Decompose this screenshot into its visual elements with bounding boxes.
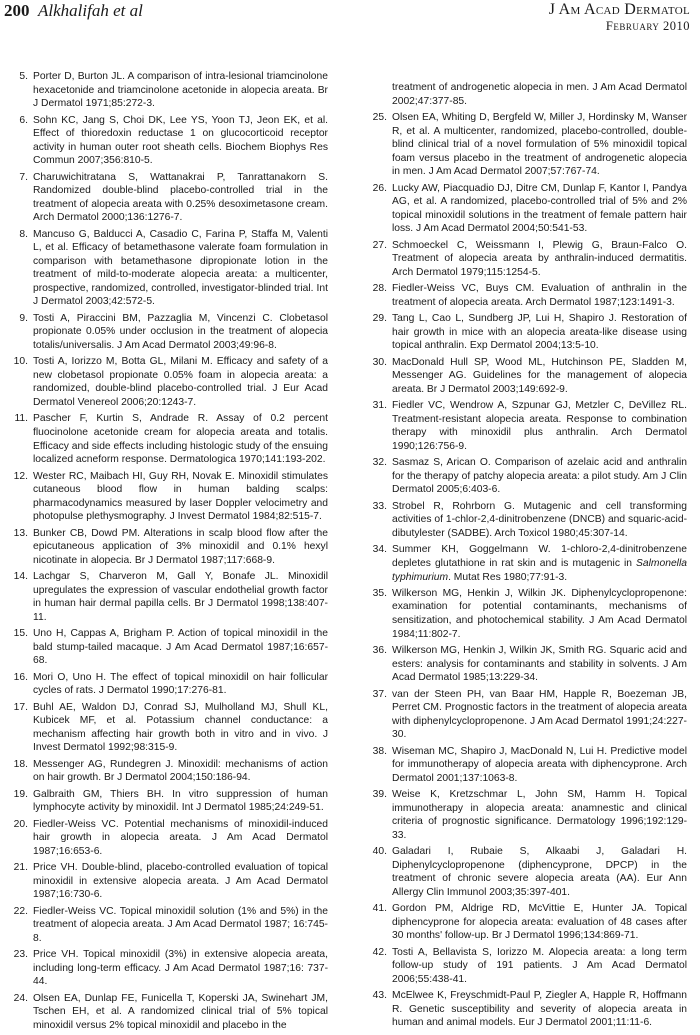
reference-number: 26. (372, 182, 387, 194)
reference-text: Galbraith GM, Thiers BH. In vitro suppression of human lymphocyte activity by minoxidil. Int J Dermatol 1985;24:249-51. (33, 788, 328, 814)
reference-text: Uno H, Cappas A, Brigham P. Action of topical minoxidil in the bald stump-tailed macaque. J Am Acad Dermatol 1987;16:657-68. (33, 628, 328, 667)
reference-text: Mancuso G, Balducci A, Casadio C, Farina P, Staffa M, Valenti L, et al. Efficacy of betamethasone valerate foam formulation in comparison with betamethasone dipropionate lotion in the treatment of mild-to-moderate alopecia areata: a multicenter, prospective, randomized, controlled, investigator-blinded trial. Int J Dermatol 2003;42:572-5. (33, 228, 328, 308)
reference-number: 19. (13, 788, 28, 800)
reference-continuation: treatment of androgenetic alopecia in men. J Am Acad Dermatol 2002;47:377-85. (392, 82, 687, 107)
reference-item (10, 671, 328, 698)
reference-text: Mori O, Uno H. The effect of topical minoxidil on hair follicular cycles of rats. J Dermatol 1990;17:276-81. (33, 671, 328, 697)
reference-item (10, 818, 328, 859)
reference-number: 6. (19, 114, 28, 126)
reference-item (10, 861, 328, 902)
reference-number: 7. (19, 171, 28, 183)
reference-item (10, 470, 328, 524)
reference-item (369, 356, 687, 397)
reference-item (10, 905, 328, 946)
reference-item (10, 992, 328, 1033)
reference-text: Galadari I, Rubaie S, Alkaabi J, Galadari H. Diphenylcyclopropenone (diphencyprone, DPCP) in the treatment of chronic severe alopecia areata (AA). Eur Ann Allergy Clin Immunol 2003;35:397-401. (392, 846, 687, 898)
reference-number: 29. (372, 313, 387, 325)
species-name: Salmonella typhimurium (392, 557, 687, 583)
reference-item (369, 989, 687, 1030)
journal-name: J Am Acad Dermatol (548, 1, 690, 18)
reference-item (369, 745, 687, 786)
reference-number: 30. (372, 356, 387, 368)
reference-number: 39. (372, 789, 387, 801)
reference-number: 32. (372, 457, 387, 469)
references-left-column (10, 70, 328, 1035)
reference-item (10, 527, 328, 568)
reference-item (369, 182, 687, 236)
references-right-column (369, 81, 687, 1033)
reference-number: 43. (372, 990, 387, 1002)
reference-text: Charuwichitratana S, Wattanakrai P, Tanrattanakorn S. Randomized double-blind placebo-controlled trial in the treatment of alopecia areata with 0.25% desoximetasone cream. Arch Dermatol 2000;136:1276-7. (33, 171, 328, 224)
reference-number: 42. (372, 946, 387, 958)
reference-number: 16. (13, 671, 28, 683)
reference-item (369, 282, 687, 309)
reference-text: Pascher F, Kurtin S, Andrade R. Assay of 0.2 percent fluocinolone acetonide cream for alopecia areata and totalis. Efficacy and side effects including histologic study of the ensuing localized acneform response. Dermatologica 1970;141:193-202. (33, 413, 328, 466)
reference-text: Tang L, Cao L, Sundberg JP, Lui H, Shapiro J. Restoration of hair growth in mice with an alopecia areata-like disease using topical anthralin. Exp Dermatol 2004;13:5-10. (392, 313, 687, 352)
reference-number: 33. (372, 500, 387, 512)
reference-text: Tosti A, Iorizzo M, Botta GL, Milani M. Efficacy and safety of a new clobetasol propionate 0.05% foam in alopecia areata: a randomized, double-blind placebo-controlled trial. J Eur Acad Dermatol Venereol 2006;20:1243-7. (33, 356, 328, 409)
reference-number: 31. (372, 400, 387, 412)
reference-item (369, 111, 687, 179)
reference-text: Bunker CB, Dowd PM. Alterations in scalp blood flow after the epicutaneous application of 3% minoxidil and 0.1% hexyl nicotinate in alopecia. Br J Dermatol 1987;117:668-9. (33, 527, 328, 566)
reference-text: Porter D, Burton JL. A comparison of intra-lesional triamcinolone hexacetonide and triamcinolone acetonide in alopecia areata. Br J Dermatol 1971;85:272-3. (33, 71, 328, 110)
reference-text: McElwee K, Freyschmidt-Paul P, Ziegler A, Happle R, Hoffmann R. Genetic susceptibility and severity of alopecia areata in human and animal models. Eur J Dermatol 2001;11:11-6. (392, 990, 687, 1029)
reference-item (369, 902, 687, 943)
issue-date: February 2010 (605, 19, 690, 33)
reference-text: Price VH. Double-blind, placebo-controlled evaluation of topical minoxidil in extensive alopecia areata. J Am Acad Dermatol 1987;16:730-6. (33, 862, 328, 901)
reference-text: Weise K, Kretzschmar L, John SM, Hamm H. Topical immunotherapy in alopecia areata: anamnestic and clinical criteria of prognostic significance. Dermatology 1996;192:129-33. (392, 789, 687, 841)
reference-item (369, 500, 687, 541)
reference-item (369, 239, 687, 280)
reference-item (369, 399, 687, 453)
reference-text: Tosti A, Bellavista S, Iorizzo M. Alopecia areata: a long term follow-up study of 191 patients. J Am Acad Dermatol 2006;55:438-41. (392, 946, 687, 985)
reference-text: Sasmaz S, Arican O. Comparison of azelaic acid and anthralin for the therapy of patchy alopecia areata: a pilot study. Am J Clin Dermatol 2005;6:403-6. (392, 457, 687, 496)
reference-item (369, 587, 687, 641)
reference-list-right (369, 111, 687, 1030)
reference-text: Lachgar S, Charveron M, Gall Y, Bonafe JL. Minoxidil upregulates the expression of vascular endothelial growth factor in human hair dermal papilla cells. Br J Dermatol 1998;138:407-11. (33, 571, 328, 623)
reference-item (10, 70, 328, 111)
reference-number: 15. (13, 628, 28, 640)
reference-text: Strobel R, Rohrborn G. Mutagenic and cell transforming activities of 1-chlor-2,4-dinitrobenzene (DNCB) and squaric-acid-dibutylester (SADBE). Arch Toxicol 1980;45:307-14. (392, 500, 687, 539)
reference-text: Fiedler VC, Wendrow A, Szpunar GJ, Metzler C, DeVillez RL. Treatment-resistant alopecia areata. Response to combination therapy with minoxidil plus anthralin. Arch Dermatol 1990;126:756-9. (392, 400, 687, 452)
reference-text: Price VH. Topical minoxidil (3%) in extensive alopecia areata, including long-term efficacy. J Am Acad Dermatol 1987;16: 737-44. (33, 949, 328, 988)
reference-number: 10. (13, 356, 28, 368)
reference-text: Lucky AW, Piacquadio DJ, Ditre CM, Dunlap F, Kantor I, Pandya AG, et al. A randomized, placebo-controlled trial of 5% and 2% topical minoxidil solutions in the treatment of female pattern hair loss. J Am Acad Dermatol 2004;50:541-53. (392, 182, 687, 235)
reference-item (10, 701, 328, 755)
reference-number: 18. (13, 758, 28, 770)
reference-text: Gordon PM, Aldrige RD, McVittie E, Hunter JA. Topical diphencyprone for alopecia areata: evaluation of 48 cases after 30 months' follow-up. Br J Dermatol 1996;134:869-71. (392, 903, 687, 942)
reference-number: 8. (19, 228, 28, 240)
reference-text: Wilkerson MG, Henkin J, Wilkin JK, Smith RG. Squaric acid and esters: analysis for contaminants and stability in solvents. J Am Acad Dermatol 1985;13:229-34. (392, 645, 687, 684)
reference-number: 13. (13, 527, 28, 539)
reference-number: 38. (372, 745, 387, 757)
reference-text: Tosti A, Piraccini BM, Pazzaglia M, Vincenzi C. Clobetasol propionate 0.05% under occlusion in the treatment of alopecia totalis/universalis. J Am Acad Dermatol 2003;49:96-8. (33, 312, 328, 351)
reference-text: Fiedler-Weiss VC, Buys CM. Evaluation of anthralin in the treatment of alopecia areata. Arch Dermatol 1987;123:1491-3. (392, 283, 687, 308)
reference-text: Wester RC, Maibach HI, Guy RH, Novak E. Minoxidil stimulates cutaneous blood flow in human balding scalps: pharmacodynamics measured by laser Doppler velocimetry and photopulse plethysmography. J Invest Dermatol 1984;82:515-7. (33, 470, 328, 523)
reference-item (369, 845, 687, 899)
reference-item (369, 456, 687, 497)
reference-text: Wilkerson MG, Henkin J, Wilkin JK. Diphenylcyclopropenone: examination for potential contaminants, mechanisms of sensitization, and photochemical stability. J Am Acad Dermatol 1984;11:802-7. (392, 587, 687, 640)
reference-item (369, 946, 687, 987)
running-authors: Alkhalifah et al (38, 1, 143, 20)
reference-number: 41. (372, 903, 387, 915)
reference-item (369, 688, 687, 742)
reference-text: Sohn KC, Jang S, Choi DK, Lee YS, Yoon TJ, Jeon EK, et al. Effect of thioredoxin reductase 1 on glucocorticoid receptor activity in human outer root sheath cells. Biochem Biophys Res Commun 2007;356:810-5. (33, 114, 328, 167)
reference-number: 21. (13, 862, 28, 874)
reference-text: Buhl AE, Waldon DJ, Conrad SJ, Mulholland MJ, Shull KL, Kubicek MF, et al. Potassium channel conductance: a mechanism affecting hair growth both in vitro and in vivo. J Invest Dermatol 1992;98:315-9. (33, 701, 328, 754)
reference-number: 40. (372, 846, 387, 858)
reference-item (10, 312, 328, 353)
reference-number: 24. (13, 992, 28, 1004)
reference-text: Fiedler-Weiss VC. Potential mechanisms of minoxidil-induced hair growth in alopecia areata. J Am Acad Dermatol 1987;16:653-6. (33, 818, 328, 857)
reference-number: 34. (372, 544, 387, 556)
reference-text: Olsen EA, Dunlap FE, Funicella T, Koperski JA, Swinehart JM, Tschen EH, et al. A randomized clinical trial of 5% topical minoxidil versus 2% topical minoxidil and placebo in the (33, 992, 328, 1032)
reference-number: 23. (13, 949, 28, 961)
reference-item (10, 758, 328, 785)
reference-number: 20. (13, 818, 28, 830)
reference-item (10, 627, 328, 668)
reference-item (10, 355, 328, 409)
reference-number: 28. (372, 283, 387, 295)
reference-text: Messenger AG, Rundegren J. Minoxidil: mechanisms of action on hair growth. Br J Dermatol 2004;150:186-94. (33, 758, 328, 784)
reference-text: Wiseman MC, Shapiro J, MacDonald N, Lui H. Predictive model for immunotherapy of alopecia areata with diphencyprone. Arch Dermatol 2001;137:1063-8. (392, 745, 687, 784)
page-number: 200 (4, 1, 30, 20)
reference-text: van der Steen PH, van Baar HM, Happle R, Boezeman JB, Perret CM. Prognostic factors in the treatment of alopecia areata with diphenylcyclopropenone. J Am Acad Dermatol 1991;24:227-30. (392, 688, 687, 741)
reference-text: Summer KH, Goggelmann W. 1-chloro-2,4-dinitrobenzene depletes glutathione in rat skin and is mutagenic in Salmonella typhimurium. Mutat Res 1980;77:91-3. (392, 544, 687, 583)
reference-item (10, 948, 328, 989)
reference-list-left (10, 70, 328, 1033)
reference-item (10, 171, 328, 225)
reference-item (10, 412, 328, 466)
reference-item (10, 228, 328, 309)
reference-number: 37. (372, 688, 387, 700)
page-header (0, 0, 700, 40)
reference-number: 35. (372, 587, 387, 599)
reference-text: Fiedler-Weiss VC. Topical minoxidil solution (1% and 5%) in the treatment of alopecia areata. J Am Acad Dermatol 1987; 16:745-8. (33, 905, 328, 944)
reference-number: 14. (13, 571, 28, 583)
reference-text: MacDonald Hull SP, Wood ML, Hutchinson PE, Sladden M, Messenger AG. Guidelines for the management of alopecia areata. Br J Dermatol 2003;149:692-9. (392, 356, 687, 395)
reference-item (369, 543, 687, 584)
reference-item (10, 788, 328, 815)
reference-text: Schmoeckel C, Weissmann I, Plewig G, Braun-Falco O. Treatment of alopecia areata by anthralin-induced dermatitis. Arch Dermatol 1979;115:1254-5. (392, 239, 687, 278)
reference-item (10, 114, 328, 168)
reference-item (369, 788, 687, 842)
reference-number: 5. (19, 71, 28, 82)
reference-item (369, 644, 687, 685)
reference-number: 12. (13, 470, 28, 482)
reference-number: 27. (372, 239, 387, 251)
reference-number: 17. (13, 701, 28, 713)
reference-number: 22. (13, 905, 28, 917)
reference-text: Olsen EA, Whiting D, Bergfeld W, Miller J, Hordinsky M, Wanser R, et al. A multicenter, randomized, placebo-controlled, double-blind clinical trial of a novel formulation of 5% minoxidil topical foam versus placebo in the treatment of androgenetic alopecia in men. J Am Acad Dermatol 2007;57:767-74. (392, 111, 687, 178)
reference-number: 11. (14, 413, 28, 425)
reference-number: 36. (372, 645, 387, 657)
reference-number: 25. (372, 111, 387, 123)
reference-item (10, 570, 328, 624)
reference-item (369, 312, 687, 353)
reference-number: 9. (19, 312, 28, 324)
